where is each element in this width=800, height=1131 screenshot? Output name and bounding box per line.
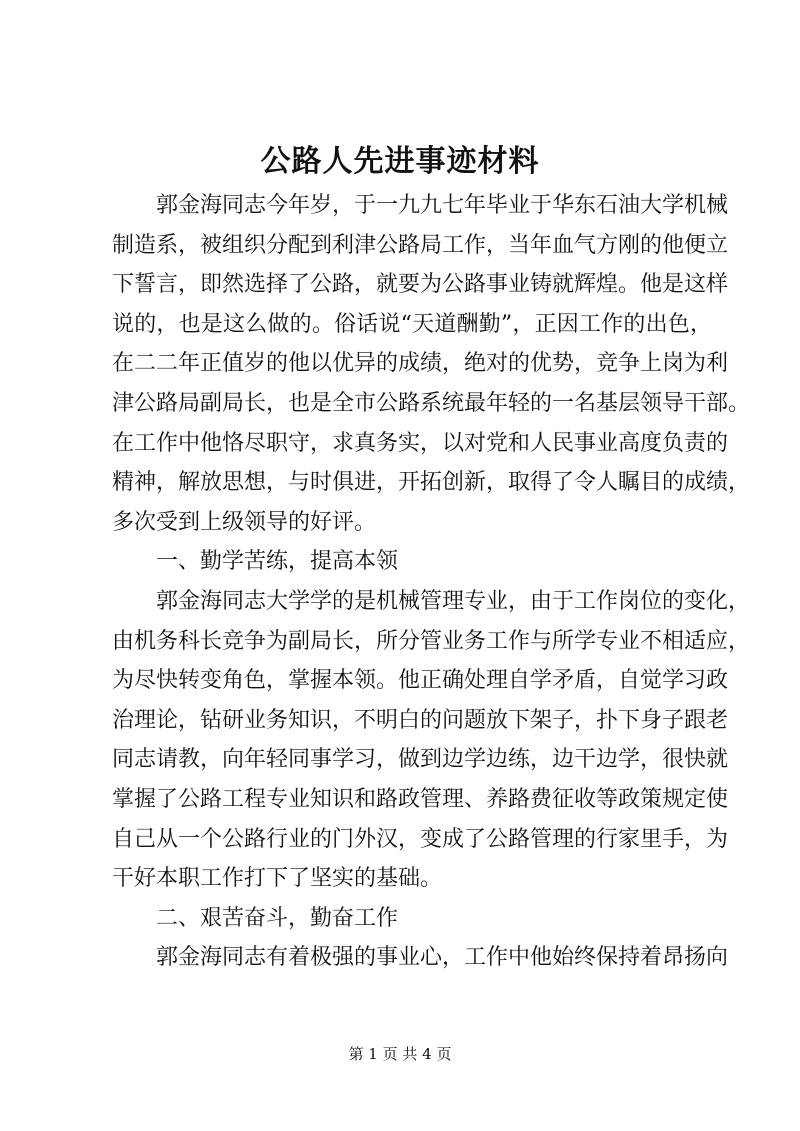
paragraph-line: 为尽快转变角色，掌握本领。他正确处理自学矛盾，自觉学习政	[112, 668, 729, 694]
paragraph-line: 说的，也是这么做的。俗话说“天道酬勤”，正因工作的出色，	[112, 311, 712, 337]
section-heading: 一、勤学苦练，提高本领	[156, 549, 399, 575]
paragraph-line: 制造系，被组织分配到利津公路局工作，当年血气方刚的他便立	[112, 232, 729, 258]
paragraph-line: 郭金海同志大学学的是机械管理专业，由于工作岗位的变化，	[156, 588, 751, 614]
paragraph-line: 下誓言，即然选择了公路，就要为公路事业铸就辉煌。他是这样	[112, 272, 729, 298]
paragraph-line: 干好本职工作打下了坚实的基础。	[112, 866, 443, 892]
page-number-footer: 第 1 页 共 4 页	[348, 1045, 452, 1063]
document-body	[112, 186, 751, 978]
paragraph-line: 同志请教，向年轻同事学习，做到边学边练，边干边学，很快就	[112, 747, 729, 773]
paragraph-line: 在二二年正值岁的他以优异的成绩，绝对的优势，竞争上岗为利	[112, 351, 729, 377]
paragraph-line: 治理论，钻研业务知识，不明白的问题放下架子，扑下身子跟老	[112, 707, 729, 733]
paragraph-line: 在工作中他恪尽职守，求真务实，以对党和人民事业高度负责的	[112, 430, 729, 456]
paragraph-line: 掌握了公路工程专业知识和路政管理、养路费征收等政策规定使	[112, 786, 729, 812]
paragraph-line: 津公路局副局长，也是全市公路系统最年轻的一名基层领导干部。	[112, 390, 751, 416]
paragraph-line: 自己从一个公路行业的门外汉，变成了公路管理的行家里手，为	[112, 826, 729, 852]
section-heading: 二、艰苦奋斗，勤奋工作	[156, 905, 399, 931]
paragraph-line: 由机务科长竞争为副局长，所分管业务工作与所学专业不相适应，	[112, 628, 751, 654]
document-title: 公路人先进事迹材料	[260, 144, 540, 179]
paragraph-line: 郭金海同志有着极强的事业心，工作中他始终保持着昂扬向	[156, 945, 729, 971]
paragraph-line: 多次受到上级领导的好评。	[112, 509, 377, 535]
paragraph-line: 精神，解放思想，与时俱进，开拓创新，取得了令人瞩目的成绩，	[112, 470, 751, 496]
paragraph-line: 郭金海同志今年岁，于一九九七年毕业于华东石油大学机械	[156, 193, 729, 218]
